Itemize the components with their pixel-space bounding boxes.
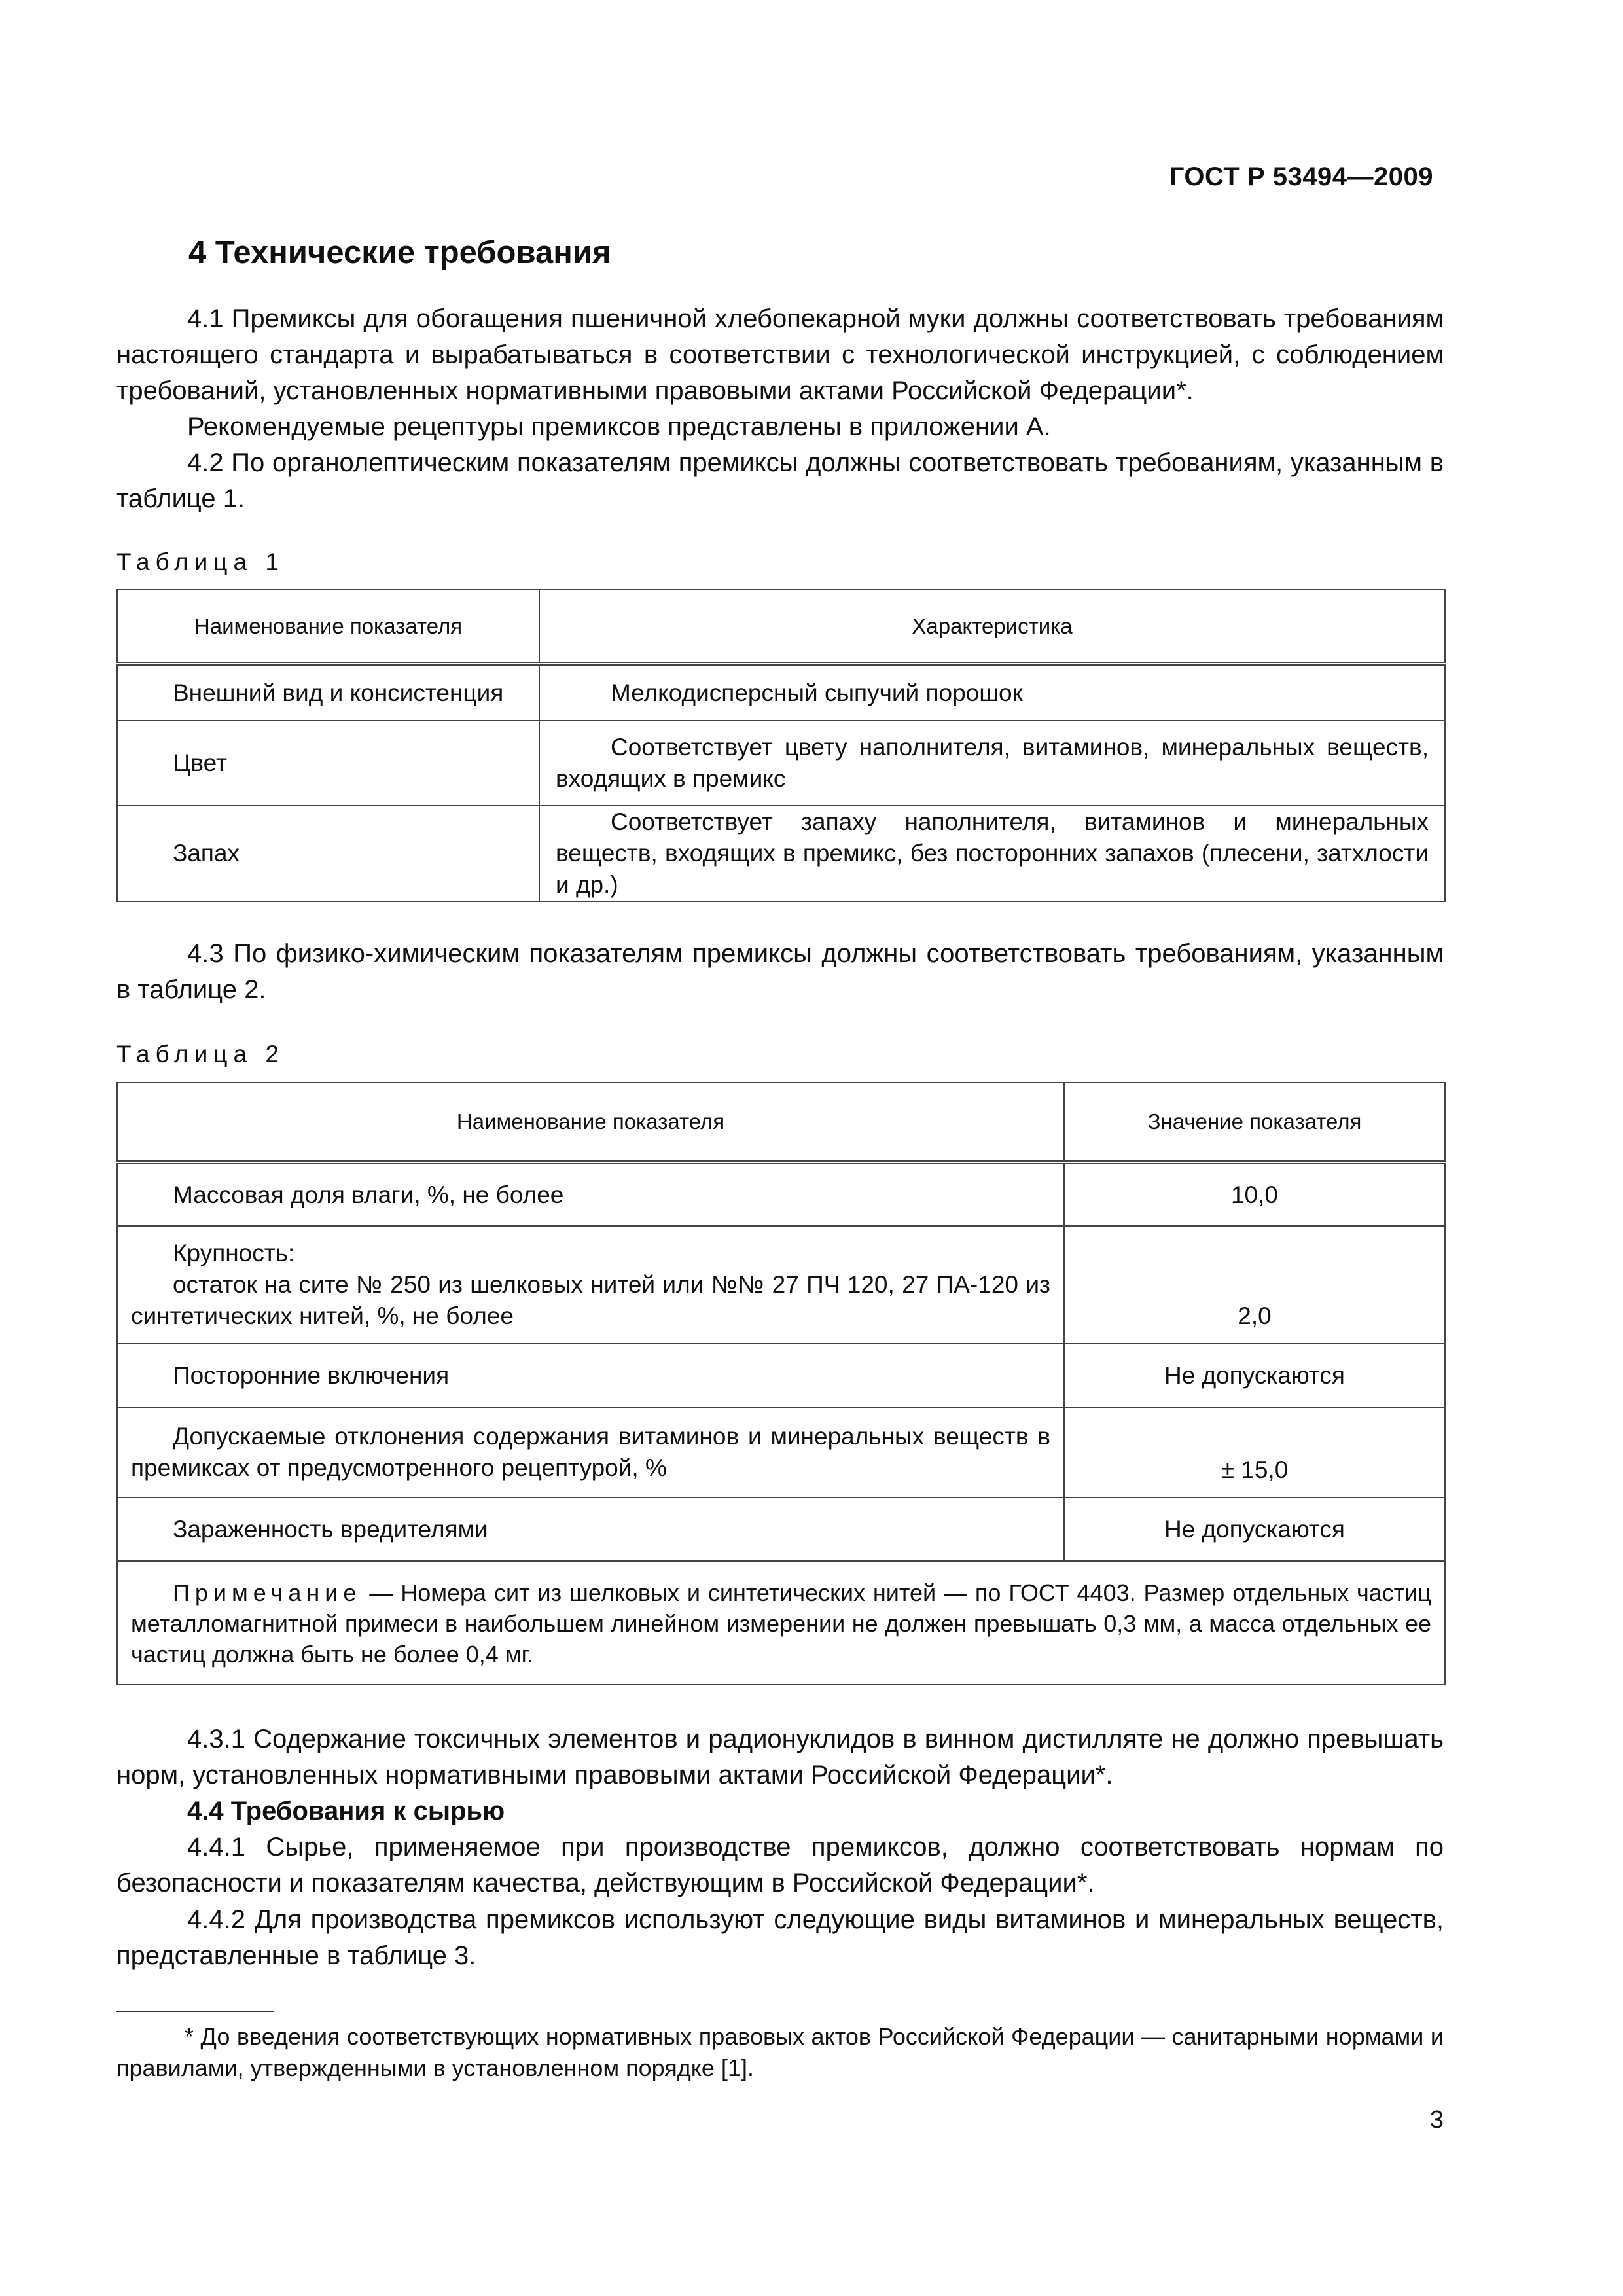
table-row bbox=[117, 1498, 1445, 1561]
paragraph-4-3-1: 4.3.1 Содержание токсичных элементов и радионуклидов в винном дистилляте не должно превышать норм, установленных нормативными правовыми актами Российской Федерации*. bbox=[116, 1725, 1444, 1789]
paragraph-4-3: 4.3 По физико-химическим показателям премиксы должны соответствовать требованиям, указанным в таблице 2. bbox=[116, 939, 1444, 1004]
table2-row3-name: Посторонние включения bbox=[117, 1344, 1064, 1407]
table2-caption: Таблица 2 bbox=[116, 1041, 285, 1067]
paragraph-4-1: 4.1 Премиксы для обогащения пшеничной хлебопекарной муки должны соответствовать требованиям настоящего стандарта и вырабатываться в соответствии с технологической инструкцией, с соблюдением требований, установленных нормативными правовыми актами Российской Федерации*. bbox=[116, 304, 1444, 405]
table2-header-value: Значение показателя bbox=[1064, 1083, 1445, 1162]
paragraph-4-2: 4.2 По органолептическим показателям премиксы должны соответствовать требованиям, указанным в таблице 1. bbox=[116, 448, 1444, 513]
table2-row2-name: Крупность: остаток на сите № 250 из шелковых нитей или №№ 27 ПЧ 120, 27 ПА-120 из синтетических нитей, %, не более bbox=[117, 1226, 1064, 1344]
section-title: 4 Технические требования bbox=[188, 235, 611, 270]
table2-row3-value: Не допускаются bbox=[1064, 1344, 1445, 1407]
table1-row1-name: Внешний вид и консистенция bbox=[117, 664, 539, 721]
footnote: * До введения соответствующих нормативных правовых актов Российской Федерации — санитарными нормами и правилами, утвержденными в установленном порядке [1]. bbox=[116, 2023, 1444, 2081]
table2-header-name: Наименование показателя bbox=[117, 1083, 1064, 1162]
table-organoleptic bbox=[116, 589, 1446, 902]
paragraph-4-4-2: 4.4.2 Для производства премиксов используют следующие виды витаминов и минеральных веществ, представленные в таблице 3. bbox=[116, 1905, 1444, 1970]
note-text: — Номера сит из шелковых и синтетических нитей — по ГОСТ 4403. Размер отдельных частиц металломагнитной примеси в наибольшем линейном измерении не должен превышать 0,3 мм, а масса отдельных ее частиц должна быть не более 0,4 мг. bbox=[131, 1579, 1431, 1668]
table1-row1-value: Мелкодисперсный сыпучий порошок bbox=[539, 664, 1445, 721]
note-label: Примечание bbox=[173, 1579, 362, 1606]
paragraph-4-4-1: 4.4.1 Сырье, применяемое при производстве премиксов, должно соответствовать нормам по безопасности и показателям качества, действующим в Российской Федерации*. bbox=[116, 1833, 1444, 1897]
table2-row2-value: 2,0 bbox=[1064, 1226, 1445, 1344]
subsection-4-4-title: 4.4 Требования к сырью bbox=[187, 1797, 505, 1825]
table1-header-row bbox=[117, 590, 1445, 664]
paragraph-recipes: Рекомендуемые рецептуры премиксов представлены в приложении А. bbox=[187, 412, 1051, 441]
table1-caption: Таблица 1 bbox=[116, 548, 285, 575]
table-row bbox=[117, 1162, 1445, 1226]
table1-header-characteristic: Характеристика bbox=[539, 590, 1445, 664]
table2-row4-name: Допускаемые отклонения содержания витаминов и минеральных веществ в премиксах от предусмотренного рецептурой, % bbox=[117, 1407, 1064, 1498]
table1-row3-name: Запах bbox=[117, 806, 539, 901]
table2-row1-name: Массовая доля влаги, %, не более bbox=[117, 1162, 1064, 1226]
page-number: 3 bbox=[1429, 2106, 1444, 2134]
footnote-divider bbox=[116, 2011, 274, 2012]
table2-header-row bbox=[117, 1083, 1445, 1162]
table-row bbox=[117, 1407, 1445, 1498]
table-row bbox=[117, 1344, 1445, 1407]
table2-note-row bbox=[117, 1561, 1445, 1685]
table2-row1-value: 10,0 bbox=[1064, 1162, 1445, 1226]
table-row bbox=[117, 664, 1445, 721]
document-code: ГОСТ Р 53494—2009 bbox=[1169, 162, 1433, 191]
table2-row5-value: Не допускаются bbox=[1064, 1498, 1445, 1561]
table2-row5-name: Зараженность вредителями bbox=[117, 1498, 1064, 1561]
table1-header-name: Наименование показателя bbox=[117, 590, 539, 664]
table-row bbox=[117, 721, 1445, 806]
table1-row3-value: Соответствует запаху наполнителя, витаминов и минеральных веществ, входящих в премикс, без посторонних запахов (плесени, затхлости и др.) bbox=[539, 806, 1445, 901]
table-physicochemical bbox=[116, 1082, 1446, 1685]
table1-row2-value: Соответствует цвету наполнителя, витаминов, минеральных веществ, входящих в премикс bbox=[539, 721, 1445, 806]
table-row bbox=[117, 806, 1445, 901]
table2-note bbox=[117, 1561, 1445, 1685]
table-row bbox=[117, 1226, 1445, 1344]
table1-row2-name: Цвет bbox=[117, 721, 539, 806]
table2-row4-value: ± 15,0 bbox=[1064, 1407, 1445, 1498]
